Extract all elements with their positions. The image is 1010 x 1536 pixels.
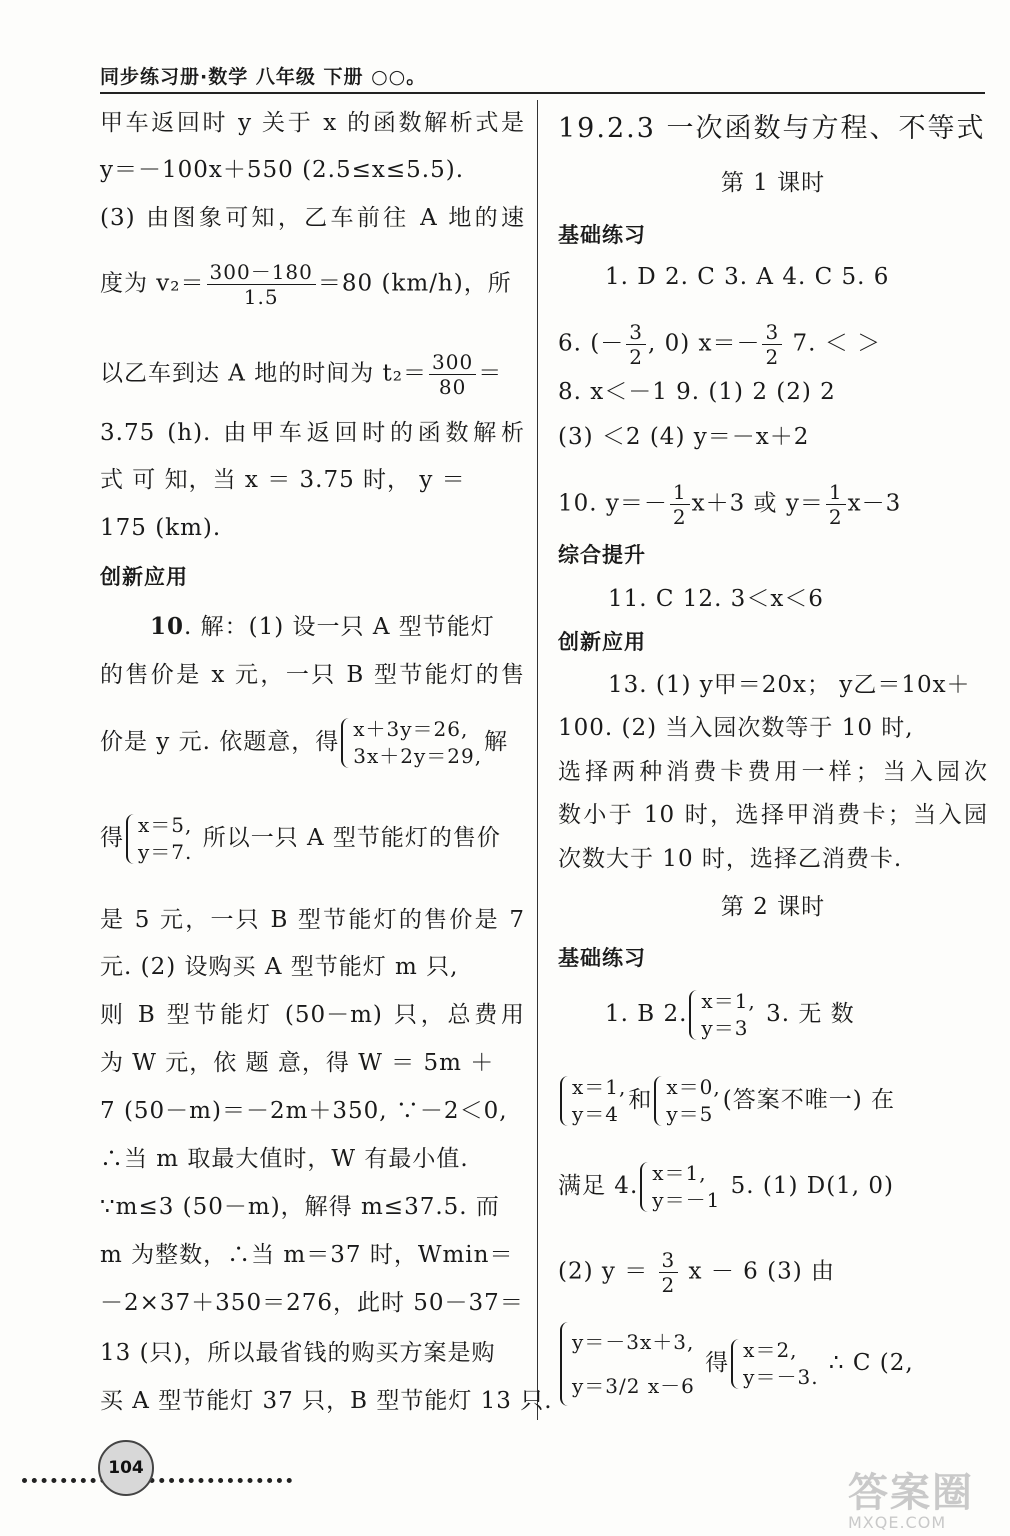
brace — [689, 990, 699, 1040]
text-line: 是 5 元，一只 B 型节能灯的售价是 7 — [100, 907, 525, 933]
equation: 3x＋2y＝29, — [353, 744, 483, 768]
lesson-label: 第 1 课时 — [720, 170, 826, 196]
equation: y＝4 — [572, 1102, 620, 1126]
text-line: y＝－100x＋550 (2.5≤x≤5.5). — [100, 157, 465, 183]
text-span: 6. (－ — [558, 330, 625, 357]
fraction — [670, 480, 690, 529]
lesson-label: 第 2 课时 — [720, 894, 826, 920]
text-span: ＝80 (km/h)，所 — [317, 270, 512, 297]
text-span: (答案不唯一) 在 — [722, 1087, 896, 1113]
equation: y＝－1 — [652, 1188, 721, 1212]
denominator: 80 — [438, 375, 467, 399]
text-span: (2) y ＝ — [558, 1258, 657, 1285]
text-line: －2×37＋350＝276，此时 50－37＝ — [100, 1290, 524, 1316]
equation: y＝7. — [138, 840, 193, 864]
brace — [731, 1339, 741, 1389]
text-line: 式 可 知，当 x ＝ 3.75 时， y ＝ — [100, 467, 466, 493]
text-span: 得 — [696, 1350, 730, 1376]
text-line: 8. x＜－1 9. (1) 2 (2) 2 — [558, 379, 836, 405]
text-line-with-fraction — [558, 480, 988, 529]
text-span: 3. 无 数 — [757, 1001, 855, 1027]
text-span: x － 6 (3) 由 — [680, 1258, 835, 1285]
page-header: 同步练习册·数学 八年级 下册 ○○。 — [100, 66, 427, 88]
text-span: ∴ C (2, — [820, 1350, 914, 1376]
text-span: 10. y＝－ — [558, 490, 668, 517]
question-number: 10 — [150, 613, 185, 640]
denominator: 2 — [661, 1273, 676, 1297]
equation: y＝－3x＋3, — [572, 1330, 695, 1354]
text-line: 175 (km). — [100, 515, 222, 541]
equation-system — [654, 1074, 720, 1128]
denominator: 2 — [672, 505, 687, 529]
fraction — [762, 320, 782, 369]
text-span: 以乙车到达 A 地的时间为 t₂＝ — [100, 360, 428, 387]
watermark — [848, 1472, 1008, 1532]
equation: x＝1, — [572, 1075, 627, 1099]
fraction — [826, 480, 846, 529]
equation-system — [640, 1160, 720, 1214]
section-heading: 基础练习 — [558, 223, 646, 247]
text-line: 100. (2) 当入园次数等于 10 时, — [558, 715, 914, 741]
equation-system — [560, 1074, 626, 1128]
text-span: 得 — [100, 825, 124, 851]
denominator: 2 — [765, 345, 780, 369]
equation-system — [126, 812, 192, 866]
numerator: 300 — [429, 350, 476, 375]
denominator: 2 — [828, 505, 843, 529]
text-line: 数小于 10 时，选择甲消费卡；当入园 — [558, 802, 988, 828]
text-span: 度为 v₂＝ — [100, 270, 205, 297]
text-span: 1. B 2. — [605, 1001, 688, 1027]
text-line: (3) 由图象可知，乙车前往 A 地的速 — [100, 205, 525, 231]
equation-system — [560, 1320, 695, 1408]
text-span: 解 — [484, 729, 509, 755]
numerator: 300－180 — [207, 260, 316, 285]
watermark-text: 答案圈 — [848, 1470, 974, 1516]
section-heading: 创新应用 — [558, 630, 646, 654]
text-line: 选择两种消费卡费用一样；当入园次 — [558, 759, 988, 785]
text-line: 买 A 型节能灯 37 只，B 型节能灯 13 只. — [100, 1388, 553, 1414]
text-line-with-system — [605, 988, 990, 1052]
section-title: 19.2.3 一次函数与方程、不等式 — [558, 113, 986, 144]
text-line: 的售价是 x 元，一只 B 型节能灯的售 — [100, 662, 525, 688]
brace — [560, 1322, 570, 1406]
fraction — [626, 320, 646, 369]
text-line-with-system — [558, 1074, 988, 1138]
page-number: 104 — [98, 1440, 154, 1496]
brace — [126, 814, 136, 864]
text-line: 7 (50－m)＝－2m＋350, ∵－2＜0, — [100, 1098, 508, 1124]
numerator: 1 — [670, 480, 690, 505]
equation: y＝3/2 x－6 — [572, 1374, 695, 1398]
fraction — [659, 1248, 679, 1297]
text-line-with-system — [558, 1160, 988, 1224]
equation: y＝3 — [701, 1016, 749, 1040]
text-line: ∵m≤3 (50－m)，解得 m≤37.5. 而 — [100, 1194, 500, 1220]
text-line: 则 B 型节能灯 (50－m) 只，总费用 — [100, 1002, 525, 1028]
text-line-with-system — [100, 812, 525, 872]
header-rule — [100, 92, 985, 94]
text-line-with-system — [558, 1320, 988, 1404]
text-line: 次数大于 10 时，选择乙消费卡. — [558, 846, 903, 872]
numerator: 3 — [762, 320, 782, 345]
column-divider — [537, 100, 538, 1420]
text-line-with-fraction — [100, 350, 525, 399]
text-span: 和 — [628, 1087, 653, 1113]
text-span: x＋3 或 y＝ — [691, 490, 824, 517]
numerator: 3 — [659, 1248, 679, 1273]
equation-system — [731, 1337, 818, 1391]
text-span: 价是 y 元. 依题意，得 — [100, 729, 340, 755]
fraction — [429, 350, 476, 399]
text-line-with-fraction — [100, 260, 525, 309]
equation: y＝5 — [666, 1102, 714, 1126]
text-span: x－3 — [847, 490, 902, 517]
text-span: 所以一只 A 型节能灯的售价 — [194, 825, 501, 851]
equation: x＝5, — [138, 813, 193, 837]
text-line: 11. C 12. 3＜x＜6 — [608, 586, 824, 612]
equation: y＝－3. — [743, 1365, 819, 1389]
watermark-url: MXQE.COM — [848, 1513, 947, 1532]
text-line: m 为整数，∴当 m＝37 时，Wmin＝ — [100, 1242, 514, 1268]
text-line: 元. (2) 设购买 A 型节能灯 m 只, — [100, 954, 459, 980]
equation: x＝2, — [743, 1338, 798, 1362]
question-10 — [150, 612, 525, 642]
text-line: 3.75 (h). 由甲车返回时的函数解析 — [100, 420, 525, 446]
text-span: 7. ＜ ＞ — [784, 330, 882, 357]
numerator: 3 — [626, 320, 646, 345]
numerator: 1 — [826, 480, 846, 505]
text-line-with-fraction — [558, 1248, 988, 1297]
denominator: 1.5 — [243, 285, 279, 309]
section-heading: 综合提升 — [558, 543, 646, 567]
equation: x＝1, — [652, 1161, 707, 1185]
brace — [341, 718, 351, 768]
text-line: ∴当 m 取最大值时，W 有最小值. — [100, 1146, 469, 1172]
text-span: 5. (1) D(1, 0) — [722, 1173, 895, 1199]
footer-dotted-line — [22, 1470, 292, 1483]
text-line: 13 (只)，所以最省钱的购买方案是购 — [100, 1340, 496, 1366]
text-line: 13. (1) y甲＝20x； y乙＝10x＋ — [608, 672, 971, 698]
brace — [654, 1076, 664, 1126]
text-line: 甲车返回时 y 关于 x 的函数解析式是 — [100, 110, 525, 136]
denominator: 2 — [629, 345, 643, 369]
brace — [560, 1076, 570, 1126]
brace — [640, 1162, 650, 1212]
text-line-with-system — [100, 716, 525, 776]
text-span: , 0) x＝－ — [647, 330, 761, 357]
equation-system — [341, 716, 482, 770]
equation: x＋3y＝26, — [353, 717, 469, 741]
fraction — [207, 260, 316, 309]
equation: x＝1, — [701, 989, 756, 1013]
text-span: 满足 4. — [558, 1173, 639, 1199]
text-line-with-fraction — [558, 320, 988, 369]
equation: x＝0, — [666, 1075, 721, 1099]
text-span: ＝ — [478, 360, 503, 387]
text-line: (3) ＜2 (4) y＝－x＋2 — [558, 424, 810, 450]
section-heading: 基础练习 — [558, 946, 646, 970]
text-line: 为 W 元，依 题 意，得 W ＝ 5m ＋ — [100, 1050, 495, 1076]
text-line: 1. D 2. C 3. A 4. C 5. 6 — [605, 264, 890, 290]
section-heading: 创新应用 — [100, 565, 188, 589]
text-span: . 解：(1) 设一只 A 型节能灯 — [184, 614, 495, 640]
equation-system — [689, 988, 755, 1042]
